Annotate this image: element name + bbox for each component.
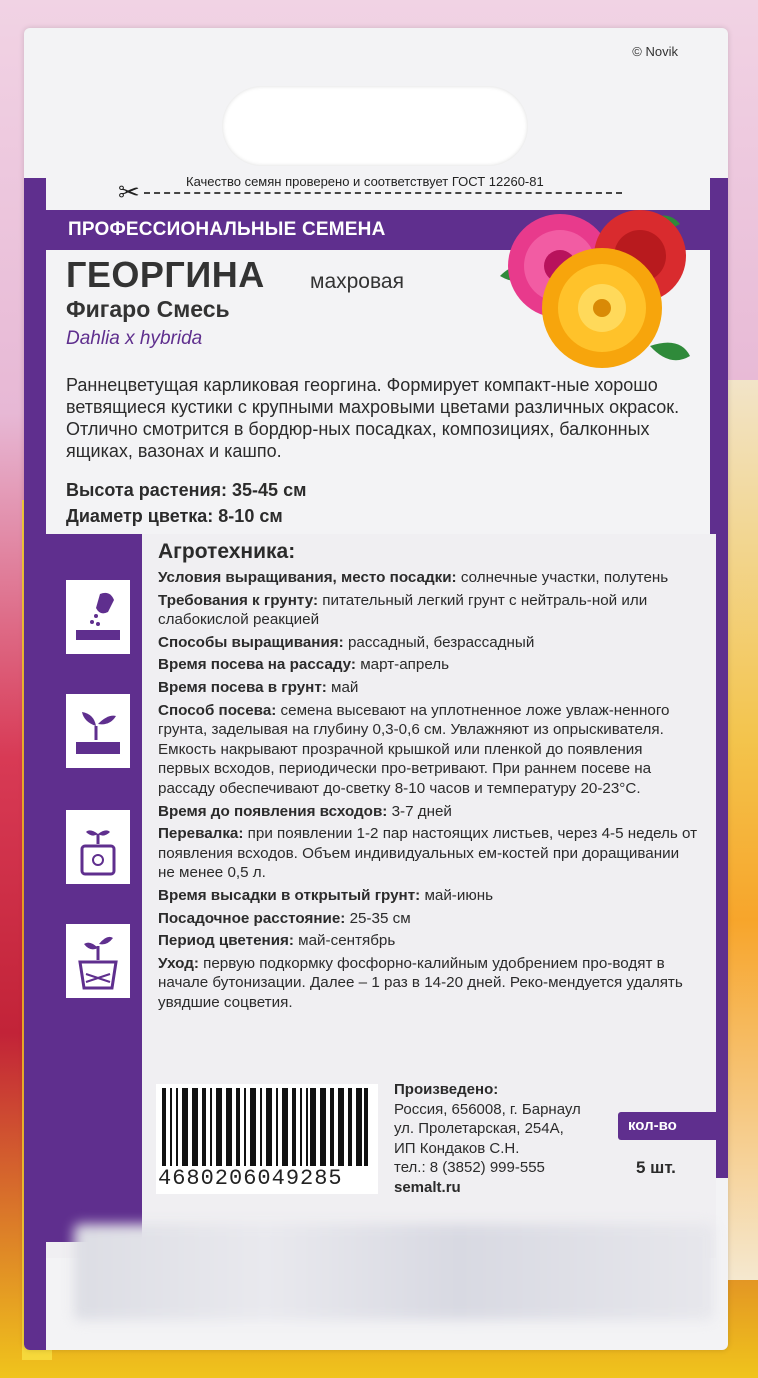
hang-hole — [222, 86, 528, 166]
agro-item: Время посева в грунт: май — [158, 678, 359, 696]
barcode — [156, 1084, 378, 1194]
spec-height: Высота растения: 35-45 см — [66, 480, 307, 500]
blurred-batch-info — [74, 1224, 714, 1320]
variety-name: Фигаро Смесь — [66, 296, 230, 322]
agro-item: Условия выращивания, место посадки: солнечные участки, полутень — [158, 569, 669, 586]
agro-item: Период цветения: май-сентябрь — [158, 932, 396, 950]
agro-title: Агротехника: — [158, 540, 296, 563]
producer-website: semalt.ru — [394, 1178, 461, 1196]
agro-item: Время до появления всходов: 3-7 дней — [158, 802, 452, 820]
dahlia-flower-image — [490, 196, 696, 376]
agro-item: Время посева на рассаду: март-апрель — [158, 656, 450, 674]
agro-item: Уход: первую подкормку фосфорно-калийным удобрением про-водят в начале бутонизации. Далее – 1 раз в 14-20 дней. Реко-мендуется удалять увядшие соцветия. — [158, 954, 683, 1011]
spec-diameter: Диаметр цветка: 8-10 см — [66, 506, 283, 526]
quantity-label: кол-во — [628, 1117, 677, 1134]
quantity-value: 5 шт. — [636, 1158, 676, 1177]
producer-address: Россия, 656008, г. Барнаул — [394, 1100, 581, 1118]
product-subtitle: махровая — [310, 270, 404, 293]
agro-icon-column — [46, 534, 142, 1242]
producer-info — [394, 1080, 581, 1198]
scissors-icon: ✂ — [118, 177, 140, 207]
barcode-number: 4680206049285 — [158, 1166, 343, 1191]
seedling-in-soil-icon — [66, 694, 130, 768]
barcode-bar — [368, 1088, 372, 1166]
gost-notice: Качество семян проверено и соответствует ГОСТ 12260-81 — [182, 174, 548, 189]
producer-heading: Произведено: — [394, 1081, 499, 1098]
producer-street: ул. Пролетарская, 254А, — [394, 1120, 564, 1138]
planter-pot-icon — [66, 924, 130, 998]
agro-item: Требования к грунту: питательный легкий грунт с нейтраль-ной или слабокислой реакцией — [158, 591, 648, 629]
quantity-tab — [618, 1112, 722, 1140]
producer-phone: тел.: 8 (3852) 999-555 — [394, 1159, 545, 1177]
description: Раннецветущая карликовая георгина. Формирует компакт-ные хорошо ветвящиеся кустики с крупными махровыми цветами различных окрасок. Отлично смотрится в бордюр-ных посадках, композициях, балконных ящиках, вазонах и кашпо. — [66, 375, 680, 461]
yellow-dahlia — [542, 248, 662, 368]
purple-side-stripe — [24, 178, 46, 1350]
pro-seeds-label: ПРОФЕССИОНАЛЬНЫЕ СЕМЕНА — [68, 219, 386, 240]
product-title: ГЕОРГИНА — [66, 254, 265, 295]
latin-name: Dahlia x hybrida — [66, 328, 203, 349]
cut-line — [144, 192, 622, 194]
copyright-text: © Novik — [632, 44, 678, 59]
potted-sprout-icon — [66, 810, 130, 884]
agro-item: Способ посева: семена высевают на уплотненное ложе увлаж-ненного грунта, заделывая на глубину 0,3-0,6 см. Увлажняют из опрыскивателя. Емкость накрывают прозрачной крышкой или пленкой до появления первых всходов, периодически про-ветривают. При раннем посеве на рассаду обеспечивают до-светку 8-10 часов и температуру 20-23°С. — [158, 701, 670, 797]
agro-item: Время высадки в открытый грунт: май-июнь — [158, 886, 494, 904]
agro-item: Способы выращивания: рассадный, безрассадный — [158, 633, 535, 651]
barcode-bars — [162, 1088, 372, 1166]
seed-packet-back — [24, 28, 728, 1350]
seed-sowing-icon — [66, 580, 130, 654]
producer-company: ИП Кондаков С.Н. — [394, 1139, 520, 1157]
agro-list — [158, 568, 698, 1015]
agro-item: Посадочное расстояние: 25-35 см — [158, 909, 411, 927]
agro-item: Перевалка: при появлении 1-2 пар настоящих листьев, через 4-5 недель от появления всходов. Объем индивидуальных ем-костей при доращивании не менее 0,5 л. — [158, 825, 698, 882]
